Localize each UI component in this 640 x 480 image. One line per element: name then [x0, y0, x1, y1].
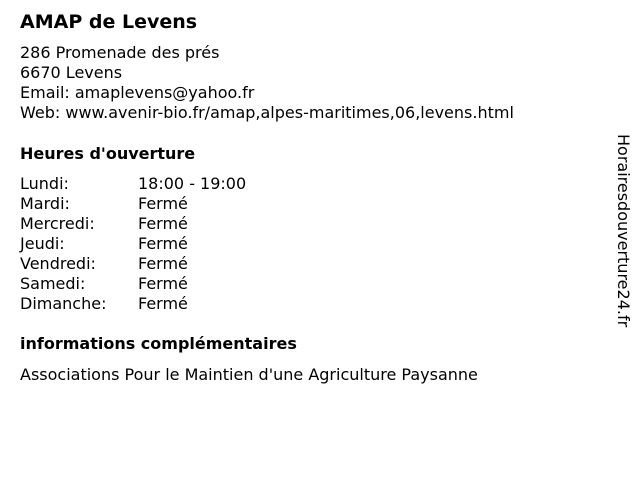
business-name: AMAP de Levens [20, 11, 198, 33]
hours-row-friday [20, 254, 246, 274]
hours-value: Fermé [138, 194, 188, 213]
hours-row-wednesday [20, 214, 246, 234]
additional-info-heading: informations complémentaires [20, 334, 297, 353]
hours-value: Fermé [138, 234, 188, 253]
hours-row-sunday [20, 294, 246, 314]
hours-value: Fermé [138, 254, 188, 273]
opening-hours-heading: Heures d'ouverture [20, 144, 196, 163]
day-label: Samedi: [20, 274, 86, 293]
hours-row-tuesday [20, 194, 246, 214]
web-line[interactable]: Web: www.avenir-bio.fr/amap,alpes-maritimes,06,levens.html [20, 103, 514, 122]
hours-value: 18:00 - 19:00 [138, 174, 247, 193]
additional-info-text: Associations Pour le Maintien d'une Agriculture Paysanne [20, 365, 478, 384]
day-label: Dimanche: [20, 294, 107, 313]
hours-value: Fermé [138, 214, 188, 233]
day-label: Jeudi: [20, 234, 65, 253]
hours-row-saturday [20, 274, 246, 294]
hours-row-thursday [20, 234, 246, 254]
hours-value: Fermé [138, 294, 188, 313]
address-city: 6670 Levens [20, 63, 123, 82]
site-watermark: Horairesdouverture24.fr [614, 134, 633, 328]
day-label: Mardi: [20, 194, 70, 213]
hours-row-monday [20, 174, 246, 194]
day-label: Lundi: [20, 174, 69, 193]
email-line[interactable]: Email: amaplevens@yahoo.fr [20, 83, 255, 102]
day-label: Mercredi: [20, 214, 95, 233]
address-street: 286 Promenade des prés [20, 43, 220, 62]
opening-hours-table [20, 174, 246, 314]
address-block [20, 43, 514, 123]
hours-value: Fermé [138, 274, 188, 293]
day-label: Vendredi: [20, 254, 96, 273]
